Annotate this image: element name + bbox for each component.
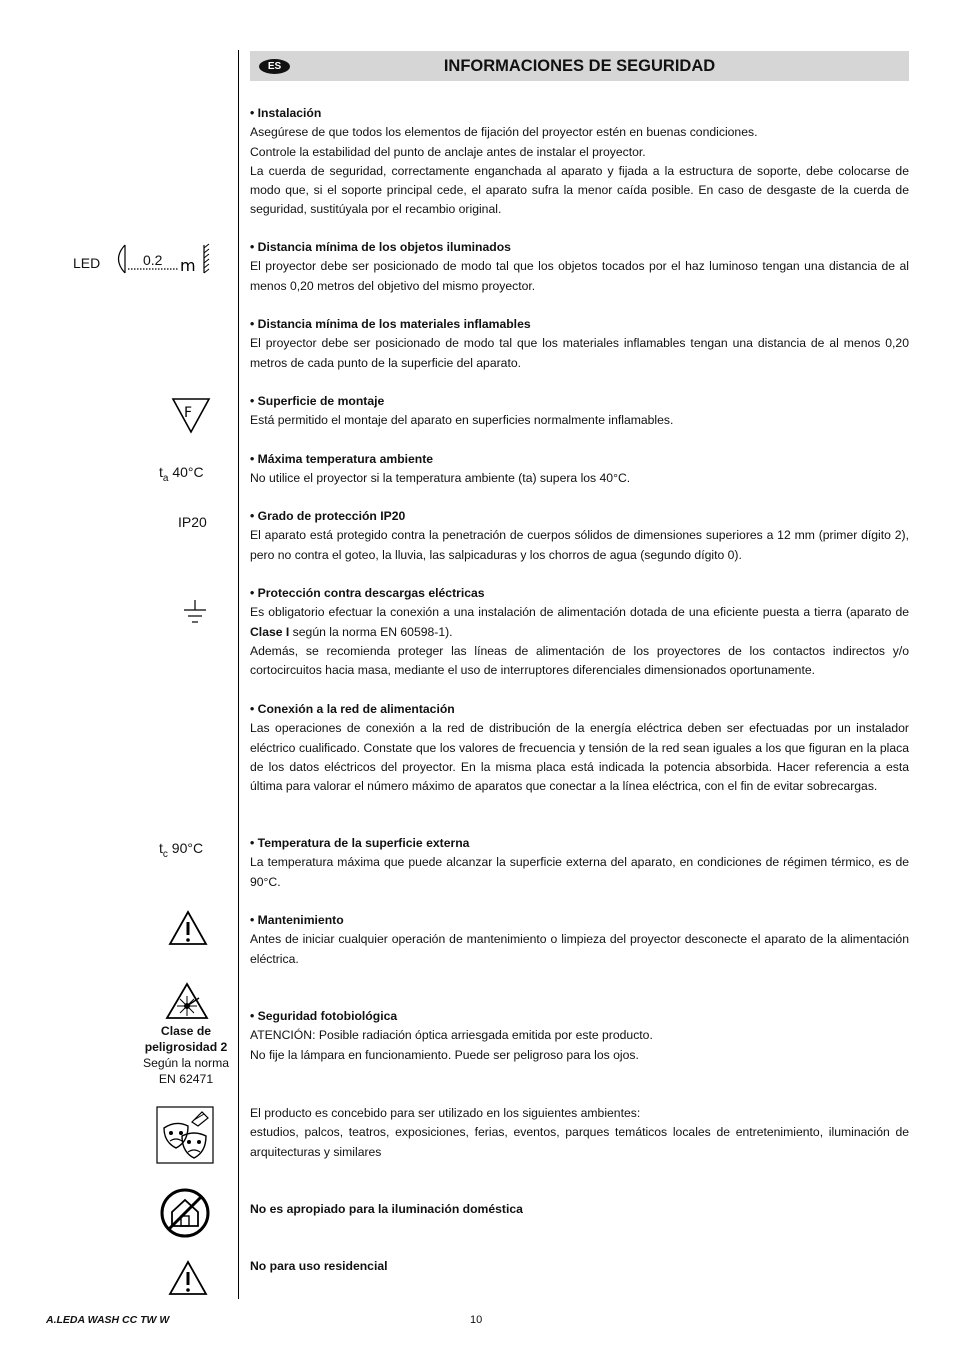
- theatre-masks-icon: [156, 1106, 214, 1164]
- section-superficie: • Superficie de montaje Está permitido el montaje del aparato en superficies normalmente inflamables.: [250, 394, 674, 428]
- section-mantenimiento: • Mantenimiento Antes de iniciar cualquier operación de mantenimiento o limpieza del proyector desconecte el aparato de la alimentación eléctrica.: [250, 913, 909, 966]
- page-number: 10: [470, 1314, 483, 1326]
- section-distancia-materiales: • Distancia mínima de los materiales inflamables El proyector debe ser posicionado de modo tal que los materiales inflamables tengan una distancia de al menos 0,20 metros de cada punto de la superficie del aparato.: [250, 317, 909, 370]
- vertical-divider: [238, 50, 239, 1299]
- hazard-class-note: Clase de peligrosidad 2 Según la norma EN 62471: [142, 1024, 230, 1086]
- led-unit: m: [180, 256, 196, 275]
- led-distance: 0.2: [143, 252, 163, 268]
- flammable-surface-f-icon: [171, 396, 211, 434]
- section-ambientes: El producto es concebido para ser utilizado en los siguientes ambientes: estudios, palcos, teatros, exposiciones, ferias, eventos, parques temáticos locales de entretenimiento, iluminación de arquitecturas y similares: [250, 1106, 909, 1159]
- section-temperatura-superficie: • Temperatura de la superficie externa La temperatura máxima que puede alcanzar la superficie externa del aparato, en condiciones de régimen térmico, es de 90°C.: [250, 836, 909, 889]
- footer-model: A.LEDA WASH CC TW W: [46, 1314, 170, 1326]
- page-title: INFORMACIONES DE SEGURIDAD: [443, 57, 716, 75]
- surface-temperature: $t_c$ 90°C: [159, 840, 204, 860]
- section-fotobiologica: • Seguridad fotobiológica ATENCIÓN: Posible radiación óptica arriesgada emitida por este producto. No fije la lámpara en funcionamiento. Puede ser peligroso para los ojos.: [250, 1009, 653, 1062]
- section-conexion-red: • Conexión a la red de alimentación Las operaciones de conexión a la red de distribución de la energía eléctrica deben ser efectuadas por un instalador eléctrico cualificado. Constate que los valores de frecuencia y tensión de la red sean iguales a los que figuran en la placa de los datos eléctricos del proyector. En la misma placa está indicada la potencia absorbida. Hacer referencia a esta última para valorar el número máximo de aparatos que conectar a la línea eléctrica, con el fin de evitar sobrecargas.: [250, 702, 909, 794]
- earth-ground-icon: [182, 598, 208, 626]
- no-domestic-use-icon: [158, 1186, 212, 1240]
- ambient-temperature: $t_a$ 40°C: [159, 464, 204, 484]
- ip-rating: IP20: [178, 514, 207, 530]
- section-distancia-objetos: • Distancia mínima de los objetos iluminados El proyector debe ser posicionado de modo tal que los objetos tocados por el haz luminoso tengan una distancia de al menos 0,20 metros del objetivo del mismo proyector.: [250, 240, 909, 293]
- led-label: LED: [73, 255, 101, 271]
- section-proteccion-descargas: • Protección contra descargas eléctricas Es obligatorio efectuar la conexión a una instalación de alimentación dotada de una eficiente puesta a tierra (aparato de Clase I según la norma EN 60598-1). Además, se recomienda proteger las líneas de alimentación de los proyectores de los contactos indirectos y/o cortocircuitos hacia masa, mediante el uso de interruptores diferenciales dimensionados oportunamente.: [250, 586, 909, 678]
- section-header: [250, 51, 909, 81]
- laser-radiation-icon: [165, 982, 209, 1020]
- language-badge: ES: [259, 59, 290, 74]
- section-grado-proteccion: • Grado de protección IP20 El aparato está protegido contra la penetración de cuerpos sólidos de dimensiones superiores a 12 mm (primer dígito 2), pero no contra el goteo, la lluvia, las salpicaduras y los chorros de agua (segundo dígito 0).: [250, 509, 909, 562]
- svg-text:F: F: [184, 405, 193, 421]
- warning-triangle-icon: [168, 1260, 208, 1296]
- section-temperatura-ambiente: • Máxima temperatura ambiente No utilice el proyector si la temperatura ambiente (ta) supera los 40°C.: [250, 452, 631, 486]
- section-residencial: No para uso residencial: [250, 1259, 388, 1273]
- section-domestica: No es apropiado para la iluminación doméstica: [250, 1202, 523, 1216]
- section-instalacion: • Instalación Asegúrese de que todos los elementos de fijación del proyector estén en buenas condiciones. Controle la estabilidad del punto de anclaje antes de instalar el proyector. La cuerda de seguridad, correctamente enganchada al aparato y fijada a la estructura de soporte, debe colocarse de modo que, si el soporte principal cede, el aparato sufra la menor caída posible. En caso de desgaste de la cuerda de seguridad, sustitúyala por el recambio original.: [250, 106, 909, 217]
- warning-triangle-icon: [168, 910, 208, 946]
